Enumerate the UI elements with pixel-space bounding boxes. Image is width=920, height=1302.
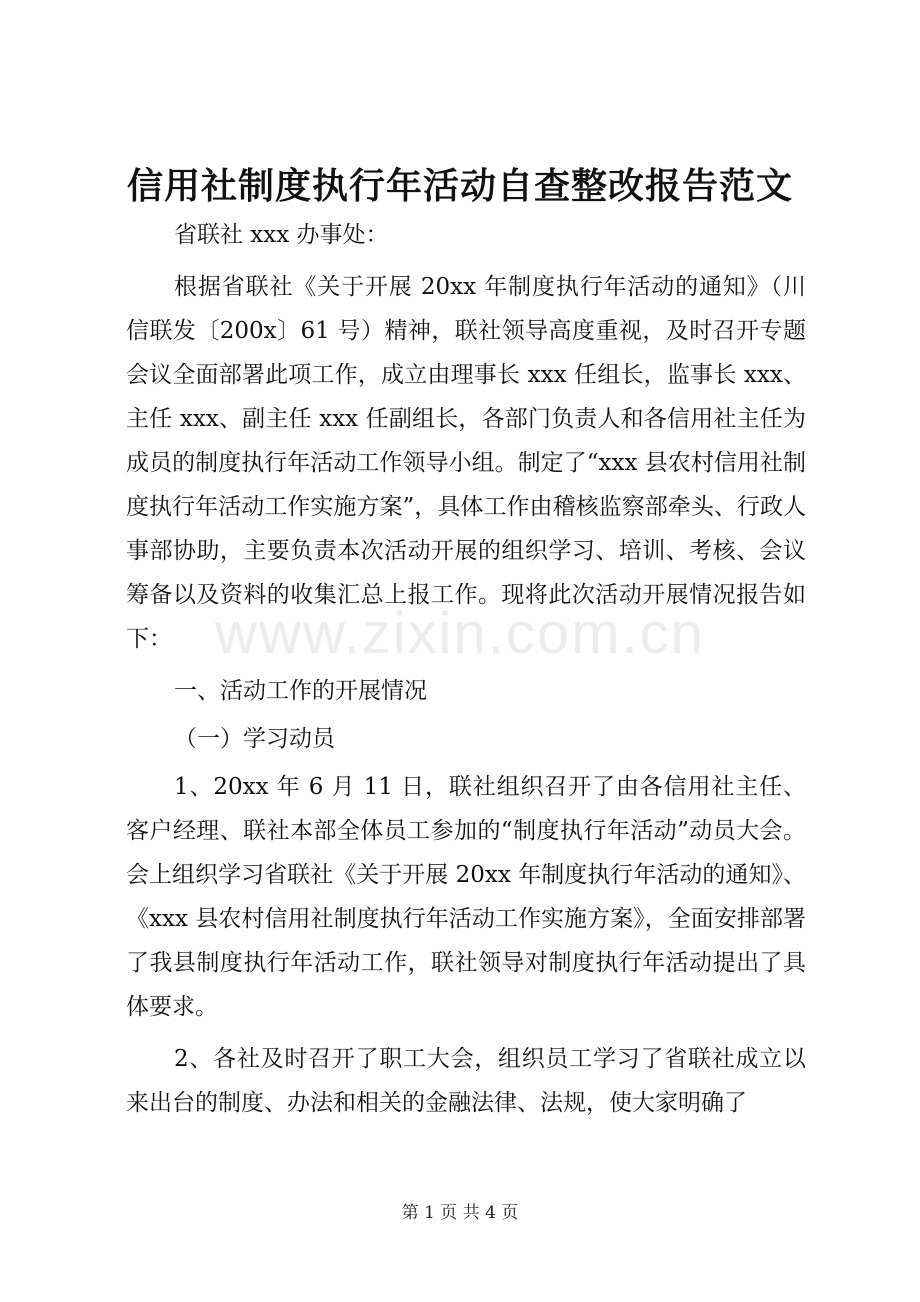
watermark-text: www.zixin.com.cn bbox=[215, 601, 705, 666]
document-body bbox=[126, 213, 806, 1125]
paragraph-item-1: 1、20xx 年 6 月 11 日，联社组织召开了由各信用社主任、客户经理、联社本部全体员工参加的“制度执行年活动”动员大会。会上组织学习省联社《关于开展 20xx 年制度执行年活动的通知》、《xxx 县农村信用社制度执行年活动工作实施方案》，全面安排部署了我县制度执行年活动工作，联社领导对制度执行年活动提出了具体要求。 bbox=[126, 774, 806, 1020]
paragraph-intro: 根据省联社《关于开展 20xx 年制度执行年活动的通知》（川信联发〔200x〕61 号）精神，联社领导高度重视，及时召开专题会议全面部署此项工作，成立由理事长 xxx 任组长，监事长 xxx、主任 xxx、副主任 xxx 任副组长，各部门负责人和各信用社主任为成员的制度执行年活动工作领导小组。制定了“xxx 县农村信用社制度执行年活动工作实施方案”，具体工作由稽核监察部牵头、行政人事部协助，主要负责本次活动开展的组织学习、培训、考核、会议筹备以及资料的收集汇总上报工作。现将此次活动开展情况报告如下： bbox=[126, 274, 806, 652]
section-heading-1: 一、活动工作的开展情况 bbox=[174, 678, 427, 704]
paragraph-item-2: 2、各社及时召开了职工大会，组织员工学习了省联社成立以来出台的制度、办法和相关的金融法律、法规，使大家明确了 bbox=[126, 1046, 806, 1116]
page-footer: 第 1 页 共 4 页 bbox=[401, 1203, 519, 1223]
subsection-heading-1: （一）学习动员 bbox=[174, 726, 335, 752]
addressee-line: 省联社 xxx 办事处： bbox=[174, 222, 389, 248]
document-title: 信用社制度执行年活动自查整改报告范文 bbox=[126, 165, 793, 207]
